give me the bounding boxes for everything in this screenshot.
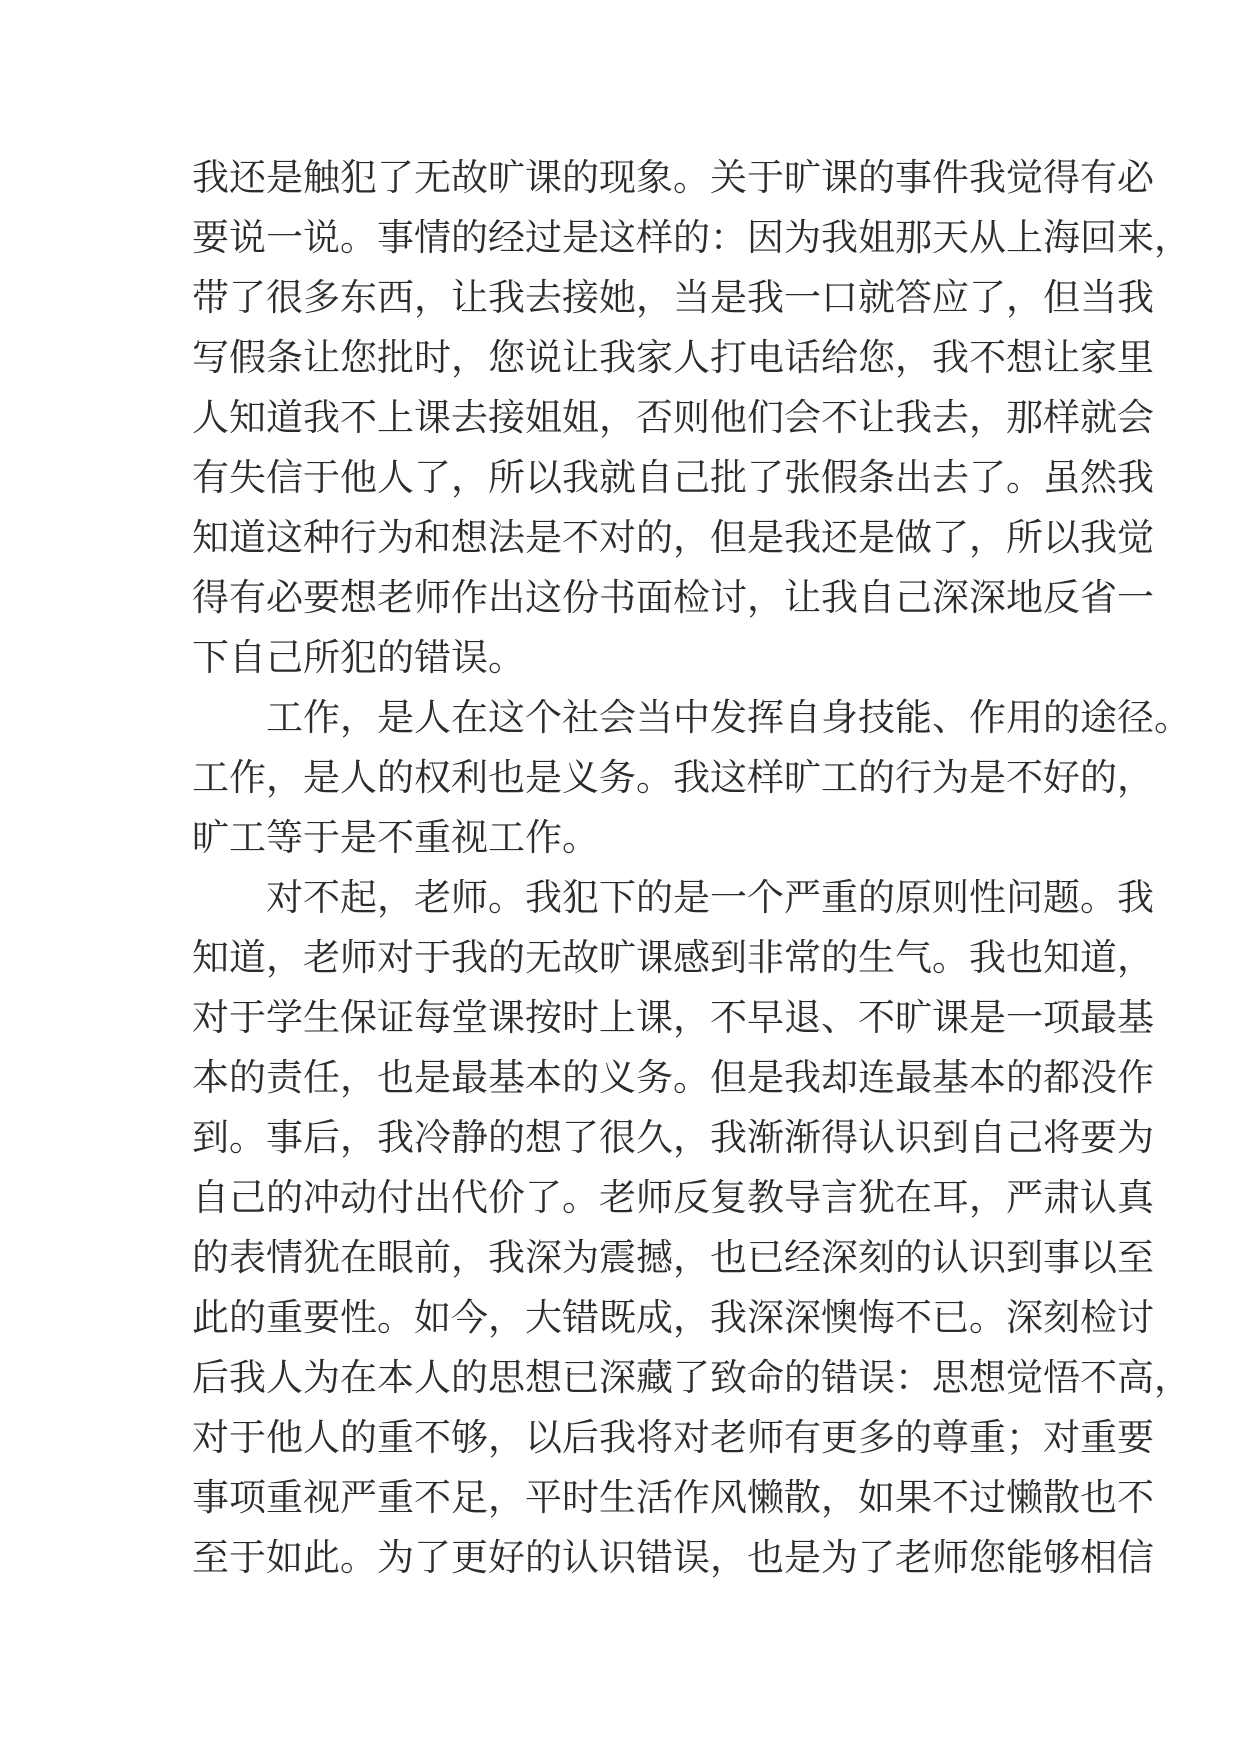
text-line: 知道这种行为和想法是不对的，但是我还是做了，所以我觉 <box>192 516 1154 559</box>
text-line: 对不起，老师。我犯下的是一个严重的原则性问题。我 <box>266 876 1154 919</box>
text-line: 对于学生保证每堂课按时上课，不早退、不旷课是一项最基 <box>192 996 1154 1039</box>
text-line: 至于如此。为了更好的认识错误，也是为了老师您能够相信 <box>192 1536 1154 1579</box>
text-line: 后我人为在本人的思想已深藏了致命的错误：思想觉悟不高， <box>192 1356 1191 1399</box>
text-line: 工作，是人在这个社会当中发挥自身技能、作用的途径。 <box>266 696 1191 739</box>
text-line: 得有必要想老师作出这份书面检讨，让我自己深深地反省一 <box>192 576 1154 619</box>
text-line: 下自己所犯的错误。 <box>192 636 525 679</box>
text-line: 我还是触犯了无故旷课的现象。关于旷课的事件我觉得有必 <box>192 156 1154 199</box>
text-line: 自己的冲动付出代价了。老师反复教导言犹在耳，严肃认真 <box>192 1176 1154 1219</box>
text-line: 此的重要性。如今，大错既成，我深深懊悔不已。深刻检讨 <box>192 1296 1154 1339</box>
text-line: 知道，老师对于我的无故旷课感到非常的生气。我也知道， <box>192 936 1154 979</box>
text-line: 对于他人的重不够，以后我将对老师有更多的尊重；对重要 <box>192 1416 1154 1459</box>
text-line: 的表情犹在眼前，我深为震撼，也已经深刻的认识到事以至 <box>192 1236 1154 1279</box>
text-line: 本的责任，也是最基本的义务。但是我却连最基本的都没作 <box>192 1056 1154 1099</box>
text-line: 到。事后，我冷静的想了很久，我渐渐得认识到自己将要为 <box>192 1116 1154 1159</box>
text-line: 带了很多东西，让我去接她，当是我一口就答应了，但当我 <box>192 276 1154 319</box>
text-line: 事项重视严重不足，平时生活作风懒散，如果不过懒散也不 <box>192 1476 1154 1519</box>
text-line: 要说一说。事情的经过是这样的：因为我姐那天从上海回来， <box>192 216 1191 259</box>
text-line: 有失信于他人了，所以我就自己批了张假条出去了。虽然我 <box>192 456 1154 499</box>
text-line: 工作，是人的权利也是义务。我这样旷工的行为是不好的， <box>192 756 1154 799</box>
text-line: 写假条让您批时，您说让我家人打电话给您，我不想让家里 <box>192 336 1154 379</box>
text-line: 旷工等于是不重视工作。 <box>192 816 599 859</box>
document-body <box>192 148 1191 1588</box>
text-line: 人知道我不上课去接姐姐，否则他们会不让我去，那样就会 <box>192 396 1154 439</box>
